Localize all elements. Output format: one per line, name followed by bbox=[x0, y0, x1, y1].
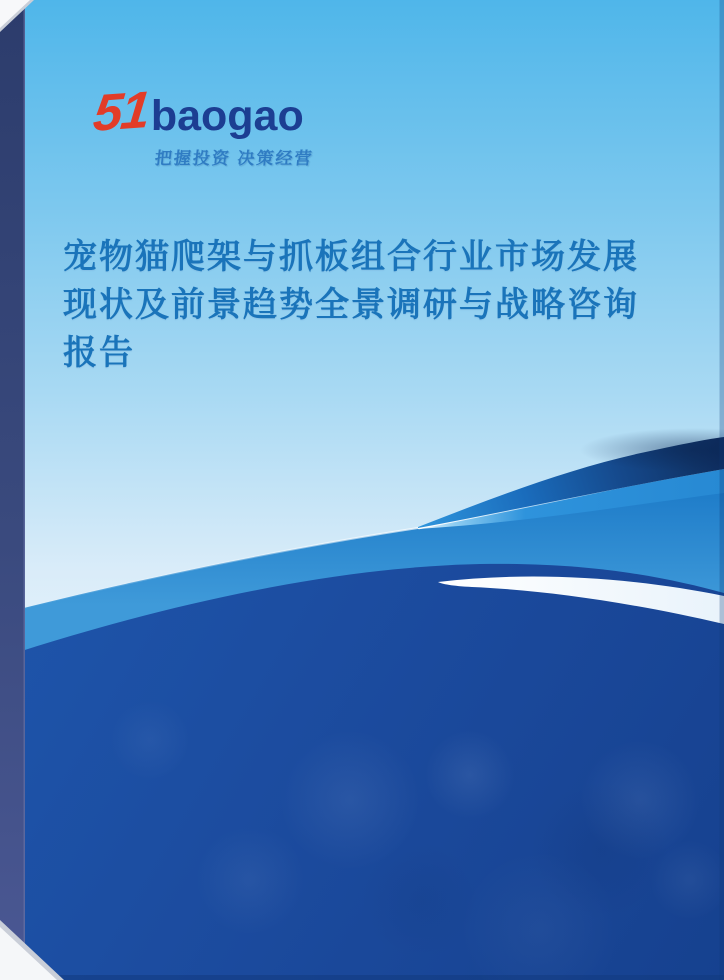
report-title-line-2: 现状及前景趋势全景调研与战略咨询 bbox=[63, 286, 639, 324]
report-title-line-3: 报告 bbox=[63, 334, 135, 372]
report-title bbox=[63, 233, 683, 377]
report-title-line-1: 宠物猫爬架与抓板组合行业市场发展 bbox=[63, 238, 639, 276]
brand-logo-51-mark: 51 bbox=[90, 81, 152, 143]
brand-tagline: 把握投资 决策经营 bbox=[153, 149, 315, 168]
brand-logo bbox=[90, 81, 354, 169]
brand-logo-wordmark bbox=[90, 81, 354, 143]
brand-logo-name: baogao bbox=[150, 92, 304, 140]
